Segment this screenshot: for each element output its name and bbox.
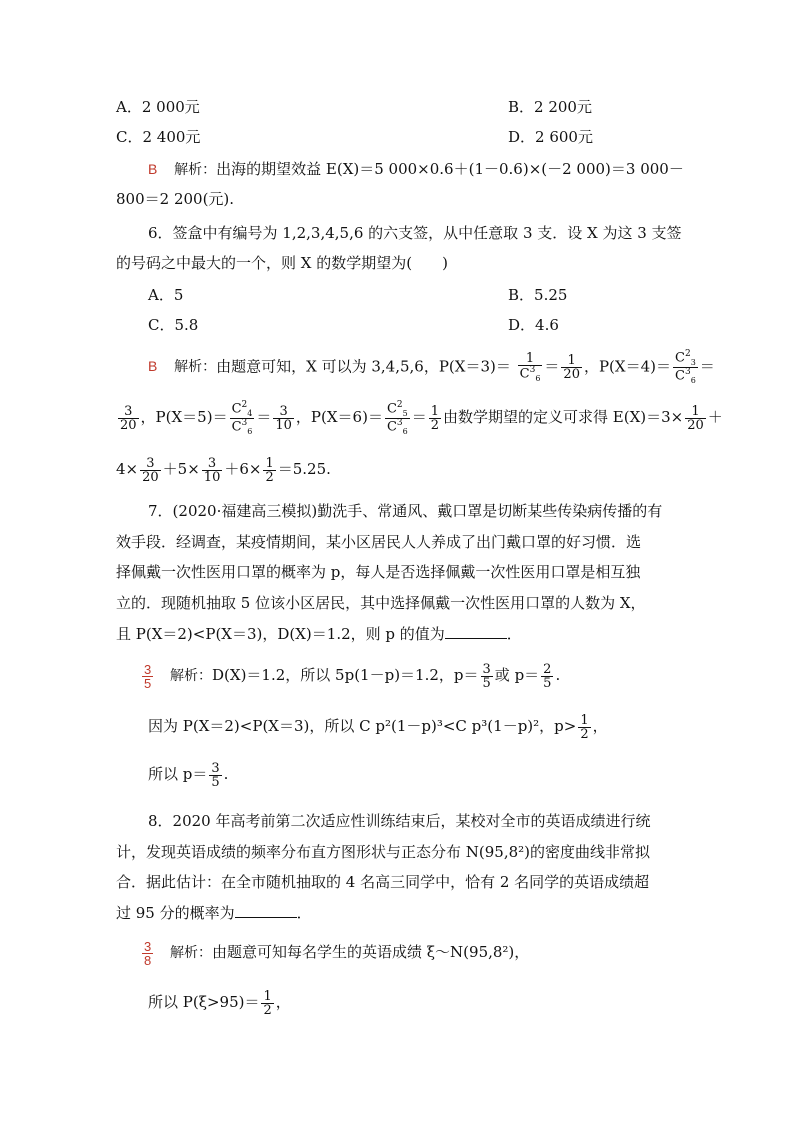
q7-stem-4: 立的．现随机抽取 5 位该小区居民，其中选择佩戴一次性医用口罩的人数为 X， (116, 594, 646, 612)
q8-stem-1: 8．2020 年高考前第二次适应性训练结束后，某校对全市的英语成绩进行统 (148, 812, 651, 830)
q5-answer: B (148, 161, 158, 177)
q6-a1-frac-1: $\frac{1}{C^3_6}$ (519, 350, 541, 383)
q6-a1-frac-3: $\frac{C^2_3}{C^3_6}$ (675, 349, 696, 385)
q6-a2-frac-2: $\frac{C^2_4}{C^3_6}$ (231, 399, 253, 436)
q6-options-row-2 (116, 314, 682, 336)
q7-analysis-line-1 (116, 657, 682, 693)
q6-option-d: D．4.6 (508, 316, 559, 334)
q6-options-row-1 (116, 284, 682, 306)
q5-options-row-1 (116, 96, 682, 118)
q8-stem-line-1 (116, 810, 682, 832)
q6-a3-t2: ＋5× (162, 460, 200, 478)
q6-a2-frac-6: $\frac{1}{20}$ (687, 403, 704, 433)
q7-a3-frac: $\frac{3}{5}$ (211, 760, 220, 790)
q5-analysis-line-1 (116, 158, 682, 180)
q8-stem-4: 过 95 分的概率为 (116, 904, 235, 922)
q5-analysis-label: 解析： (174, 161, 217, 177)
q7-answer-blank (445, 624, 507, 639)
q8-stem-line-4 (116, 902, 682, 924)
q5-option-c: C．2 400元 (116, 128, 201, 146)
q6-stem-line-2 (116, 252, 682, 274)
q8-stem-2: 计，发现英语成绩的频率分布直方图形状与正态分布 N(95,8²)的密度曲线非常拟 (116, 843, 651, 861)
q7-stem-3: 择佩戴一次性医用口罩的概率为 p，每人是否选择佩戴一次性医用口罩是相互独 (116, 563, 641, 581)
q8-stem-3: 合．据此估计：在全市随机抽取的 4 名高三同学中，恰有 2 名同学的英语成绩超 (116, 873, 650, 891)
q8-stem-line-3 (116, 871, 682, 893)
q7-stem-line-5 (116, 623, 682, 645)
q7-stem-5-end: ． (506, 625, 522, 643)
q6-a3-t1: 4× (116, 460, 139, 478)
q6-analysis-line-2 (116, 399, 723, 436)
q8-answer-frac: $\frac{3}{8}$ (144, 938, 152, 968)
q6-option-a: A．5 (148, 286, 184, 304)
q5-analysis-text: 出海的期望效益 E(X)＝5 000×0.6＋(1－0.6)×(－2 000)＝3 000－ (216, 160, 684, 178)
q6-analysis-line-3 (116, 452, 682, 486)
q8-a2-end: ， (275, 993, 291, 1011)
q6-a3-frac-1: $\frac{3}{20}$ (142, 455, 159, 485)
q7-stem-line-3 (116, 561, 682, 583)
q6-a1-text: 由题意可知，X 可以为 3,4,5,6，P(X＝3)＝ (216, 357, 511, 376)
q7-analysis-label: 解析： (170, 667, 213, 683)
q6-a3-t4: ＝5.25. (277, 460, 331, 478)
q6-a2-text-2: ，P(X＝6)＝ (295, 408, 383, 426)
q6-stem-1: 6．签盒中有编号为 1,2,3,4,5,6 的六支签，从中任意取 3 支．设 X 为这 3 支签 (148, 224, 682, 242)
q7-a1-end: . (555, 666, 561, 684)
q8-analysis-line-1 (116, 934, 682, 970)
q6-stem-2: 的号码之中最大的一个，则 X 的数学期望为( ) (116, 254, 448, 272)
q7-a3-text: 所以 p＝ (148, 765, 208, 783)
q8-stem-4-end: ． (296, 904, 312, 922)
q7-stem-2: 效手段．经调查，某疫情期间，某小区居民人人养成了出门戴口罩的好习惯．选 (116, 533, 642, 551)
q6-analysis-line-1 (116, 349, 715, 385)
q6-analysis-label: 解析： (174, 358, 217, 375)
q5-option-a: A．2 000元 (116, 98, 200, 116)
q6-a2-frac-1: $\frac{3}{20}$ (120, 403, 137, 433)
q7-analysis-line-2 (116, 708, 682, 744)
q7-stem-line-4 (116, 592, 682, 614)
q8-stem-line-2 (116, 841, 682, 863)
q8-a2-frac: $\frac{1}{2}$ (263, 988, 272, 1018)
q6-a3-t3: ＋6× (224, 460, 262, 478)
q6-option-c: C．5.8 (148, 316, 199, 334)
q7-a1-or: 或 p＝ (494, 666, 540, 684)
q7-stem-line-2 (116, 531, 682, 553)
q6-a2-frac-4: $\frac{C^2_5}{C^3_6}$ (386, 399, 408, 436)
q8-analysis-line-2 (116, 984, 682, 1020)
q6-a2-eq-1: ＝ (256, 408, 272, 426)
q7-a3-end: . (223, 765, 229, 783)
q5-option-d: D．2 600元 (508, 128, 593, 146)
q7-stem-5: 且 P(X＝2)<P(X＝3)，D(X)＝1.2，则 p 的值为 (116, 625, 445, 643)
q6-a2-text-3: 由数学期望的定义可求得 E(X)＝3× (443, 408, 684, 426)
q6-a2-text-1: ，P(X＝5)＝ (140, 408, 228, 426)
q6-a1-tail: ＝ (699, 357, 715, 376)
q7-a1-frac-1: $\frac{3}{5}$ (482, 661, 491, 691)
q6-a2-frac-5: $\frac{1}{2}$ (430, 403, 440, 433)
q7-a2-text: 因为 P(X＝2)<P(X＝3)，所以 C p²(1－p)³<C p³(1－p)²，p> (148, 717, 577, 735)
q6-a3-frac-2: $\frac{3}{10}$ (203, 455, 221, 485)
q8-analysis-label: 解析： (170, 944, 213, 960)
q7-stem-1: 7．(2020·福建高三模拟)勤洗手、常通风、戴口罩是切断某些传染病传播的有 (148, 502, 663, 520)
q5-analysis-line-2 (116, 188, 682, 210)
q6-a1-eq: ＝ (544, 357, 560, 376)
q7-stem-line-1 (116, 500, 682, 522)
q6-stem-line-1 (116, 222, 682, 244)
q6-a1-text-2: ，P(X＝4)＝ (583, 357, 671, 376)
q6-a3-frac-3: $\frac{1}{2}$ (265, 455, 274, 485)
q6-option-b: B．5.25 (508, 286, 568, 304)
q5-options-row-2 (116, 126, 682, 148)
q8-answer-blank (235, 903, 297, 918)
q6-a2-frac-3: $\frac{3}{10}$ (275, 403, 292, 433)
q7-a1-frac-2: $\frac{2}{5}$ (543, 661, 552, 691)
q6-a2-tail: ＋ (707, 408, 723, 426)
q7-a2-end: ， (592, 717, 608, 735)
q6-a1-frac-2: $\frac{1}{20}$ (563, 352, 580, 382)
q7-analysis-line-3 (116, 756, 682, 792)
q7-answer-frac: $\frac{3}{5}$ (144, 661, 152, 691)
q8-a1-text: 由题意可知每名学生的英语成绩 ξ～N(95,8²)， (212, 943, 530, 961)
q5-analysis-text-2: 800＝2 200(元). (116, 190, 235, 208)
q6-answer: B (148, 358, 158, 375)
q8-a2-text: 所以 P(ξ>95)＝ (148, 993, 260, 1011)
q7-a1-text: D(X)＝1.2，所以 5p(1－p)＝1.2，p＝ (212, 666, 479, 684)
q7-a2-frac: $\frac{1}{2}$ (580, 712, 589, 742)
q6-a2-eq-2: ＝ (411, 408, 427, 426)
q5-option-b: B．2 200元 (508, 98, 592, 116)
